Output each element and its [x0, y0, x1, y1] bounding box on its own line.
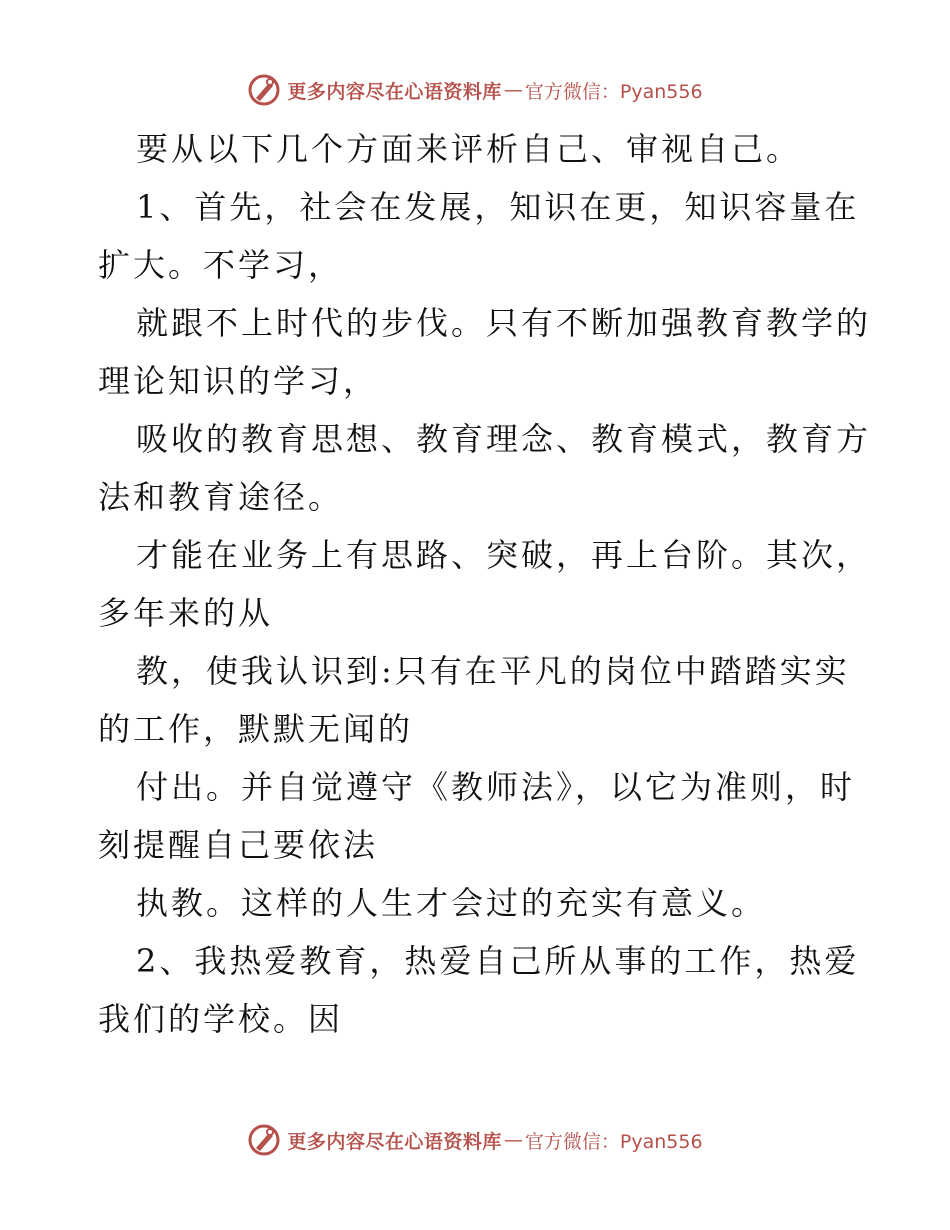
body-line: 刻提醒自己要依法 — [98, 826, 379, 864]
footer-separator: — — [503, 1129, 523, 1151]
body-line: 付出。并自觉遵守《教师法》，以它为准则，时 — [136, 768, 856, 806]
pen-circle-logo-icon — [247, 1123, 281, 1157]
body-line: 扩大。不学习， — [98, 246, 344, 284]
page-footer — [0, 1120, 950, 1160]
body-line: 法和教育途径。 — [98, 478, 344, 516]
body-line: 执教。这样的人生才会过的充实有意义。 — [136, 884, 767, 922]
body-line: 我们的学校。因 — [98, 1000, 344, 1038]
body-line: 就跟不上时代的步伐。只有不断加强教育教学的 — [136, 304, 872, 342]
body-line: 才能在业务上有思路、突破，再上台阶。其次， — [136, 536, 872, 574]
body-line: 教，使我认识到:只有在平凡的岗位中踏踏实实 — [136, 652, 850, 690]
header-banner-text: 更多内容尽在心语资料库 — [287, 80, 502, 103]
body-line: 要从以下几个方面来评析自己、审视自己。 — [136, 130, 802, 168]
body-line: 吸收的教育思想、教育理念、教育模式，教育方 — [136, 420, 872, 458]
body-line: 2、我热爱教育，热爱自己所从事的工作，热爱 — [136, 942, 860, 980]
footer-banner-text: 更多内容尽在心语资料库 — [287, 1130, 502, 1153]
body-line: 的工作，默默无闻的 — [98, 710, 414, 748]
page-header — [0, 70, 950, 110]
body-line: 1、首先，社会在发展，知识在更，知识容量在 — [136, 188, 860, 226]
body-line: 理论知识的学习， — [98, 362, 379, 400]
header-separator: — — [503, 79, 523, 101]
pen-circle-logo-icon — [247, 73, 281, 107]
body-line: 多年来的从 — [98, 594, 274, 632]
document-body — [98, 120, 872, 1048]
footer-wechat-text: 官方微信：Pyan556 — [524, 1130, 703, 1153]
header-wechat-text: 官方微信：Pyan556 — [524, 80, 703, 103]
